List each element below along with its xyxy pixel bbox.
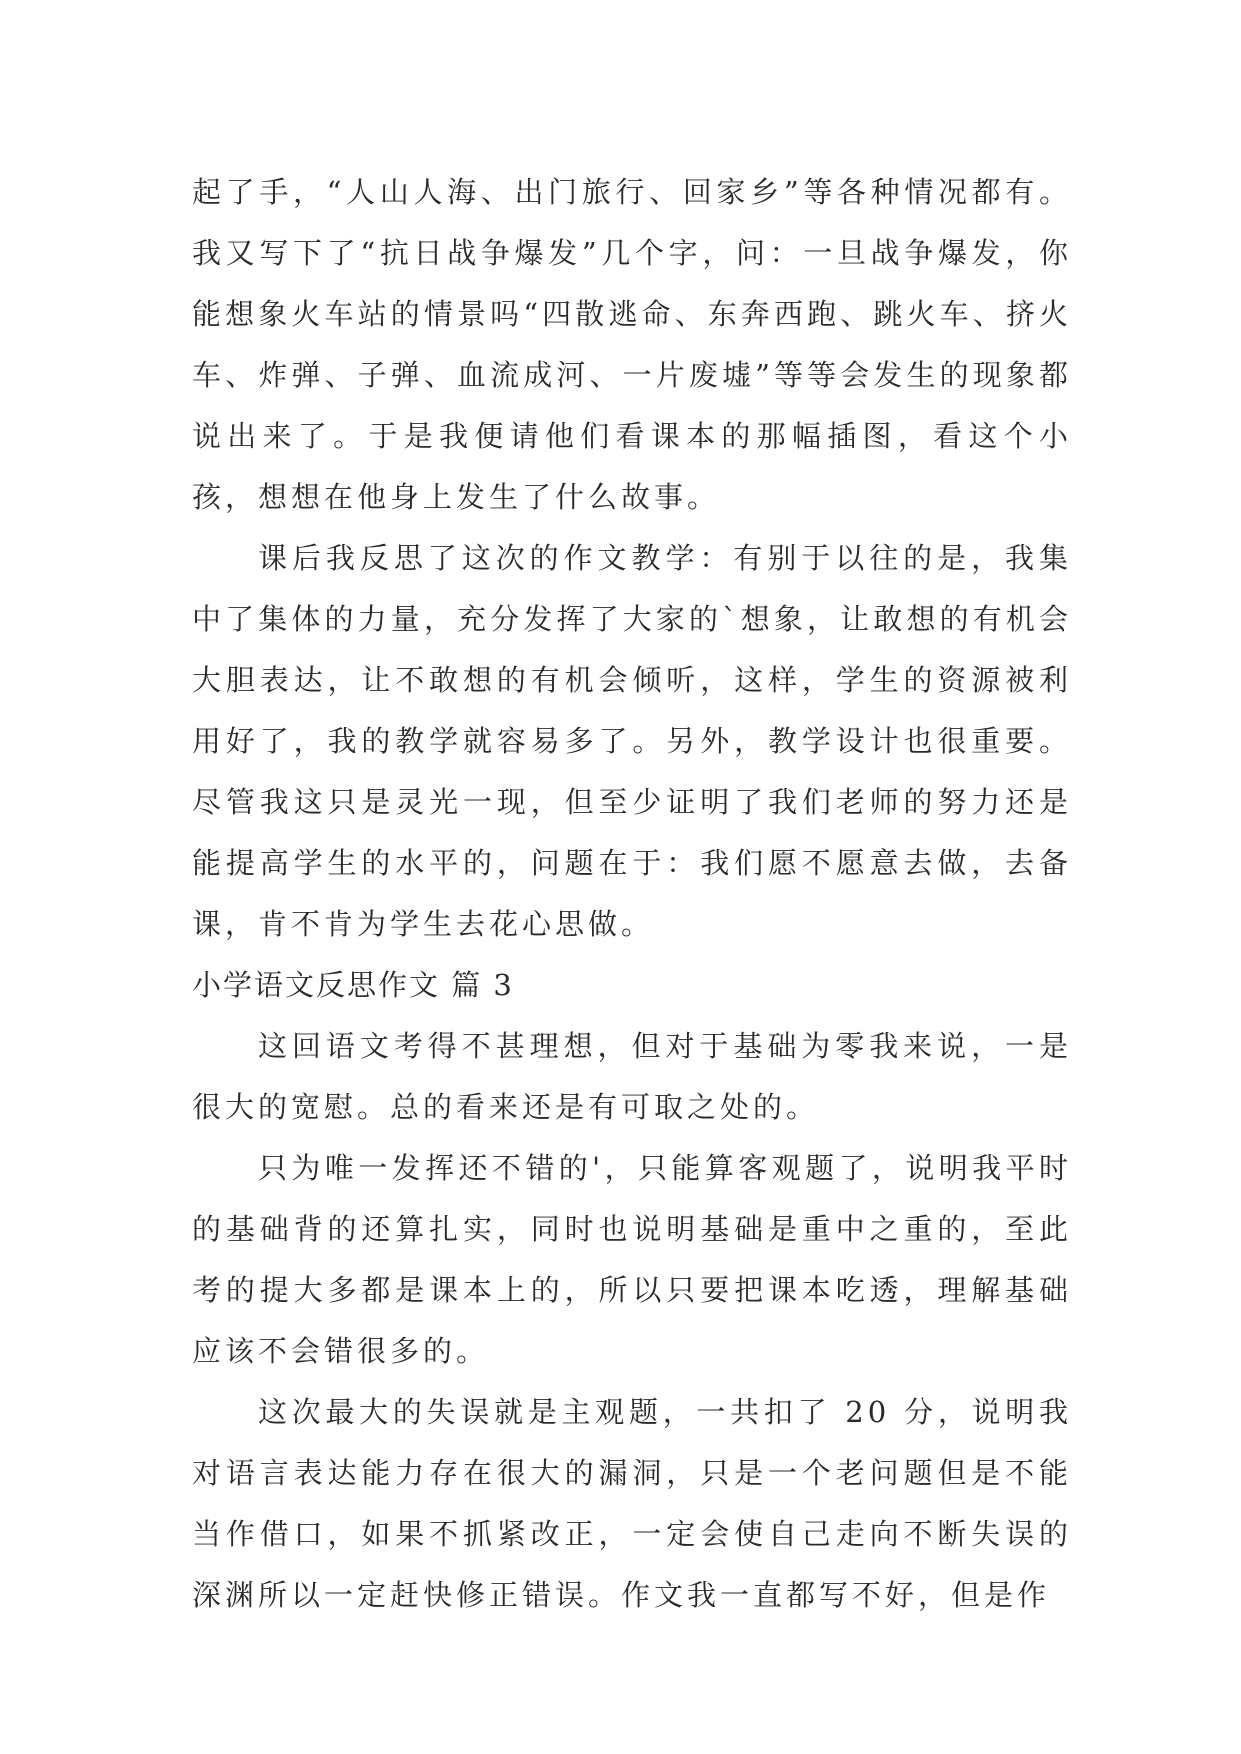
paragraph-4: 只为唯一发挥还不错的'，只能算客观题了，说明我平时的基础背的还算扎实，同时也说明基础是重中之重的，至此考的提大多都是课本上的，所以只要把课本吃透，理解基础应该不会错很多的。: [192, 1151, 1072, 1368]
paragraph-3: 这回语文考得不甚理想，但对于基础为零我来说，一是很大的宽慰。总的看来还是有可取之处的。: [192, 1029, 1072, 1124]
paragraph-2: 课后我反思了这次的作文教学：有别于以往的是，我集中了集体的力量，充分发挥了大家的`想象，让敢想的有机会大胆表达，让不敢想的有机会倾听，这样，学生的资源被利用好了，我的教学就容易多了。另外，教学设计也很重要。尽管我这只是灵光一现，但至少证明了我们老师的努力还是能提高学生的水平的，问题在于：我们愿不愿意去做，去备课，肯不肯为学生去花心思做。: [192, 541, 1072, 941]
document-page: [192, 162, 1072, 1626]
paragraph-5: 这次最大的失误就是主观题，一共扣了 20 分，说明我对语言表达能力存在很大的漏洞，只是一个老问题但是不能当作借口，如果不抓紧改正，一定会使自己走向不断失误的深渊所以一定赶快修正错误。作文我一直都写不好，但是作: [192, 1395, 1072, 1612]
paragraph-1: 起了手，“人山人海、出门旅行、回家乡”等各种情况都有。我又写下了“抗日战争爆发”几个字，问：一旦战争爆发，你能想象火车站的情景吗“四散逃命、东奔西跑、跳火车、挤火车、炸弹、子弹、血流成河、一片废墟”等等会发生的现象都说出来了。于是我便请他们看课本的那幅插图，看这个小孩，想想在他身上发生了什么故事。: [192, 175, 1072, 514]
section-heading: 小学语文反思作文 篇 3: [192, 968, 514, 1002]
